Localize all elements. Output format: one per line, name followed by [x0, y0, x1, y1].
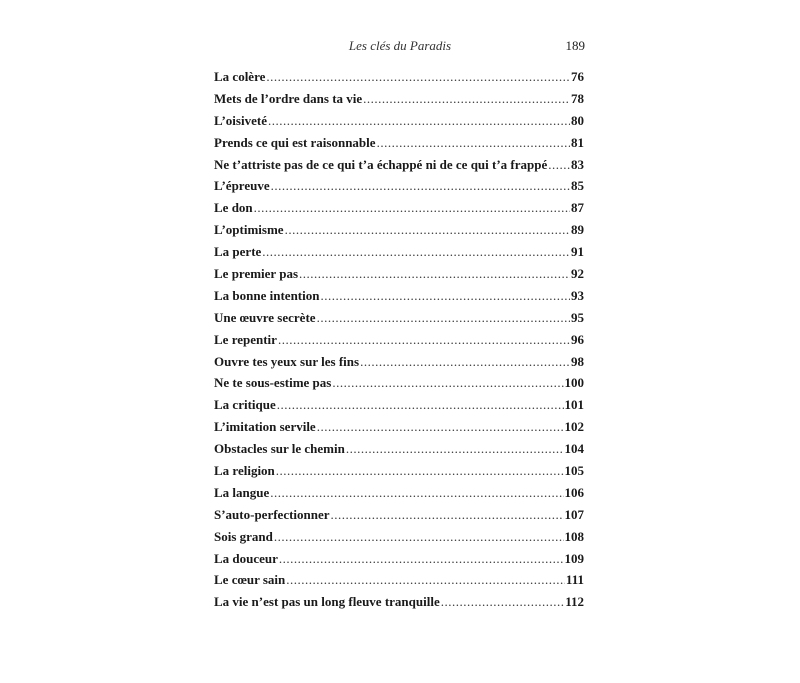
- toc-entry: [214, 132, 584, 154]
- toc-dot-leader: [276, 460, 564, 482]
- toc-entry-title: S’auto-perfectionner: [214, 506, 330, 522]
- toc-entry-title: Ne te sous-estime pas: [214, 375, 332, 391]
- toc-entry: [214, 460, 584, 482]
- toc-entry-title: La critique: [214, 397, 276, 413]
- toc-entry-page: 109: [564, 550, 584, 566]
- page-number: 189: [565, 38, 585, 53]
- toc-entry-title: L’imitation servile: [214, 419, 316, 435]
- toc-entry: [214, 416, 584, 438]
- toc-dot-leader: [332, 372, 563, 394]
- toc-entry-page: 83: [571, 156, 584, 172]
- toc-dot-leader: [317, 307, 570, 329]
- toc-entry-page: 96: [571, 331, 584, 347]
- toc-entry-page: 104: [564, 441, 584, 457]
- toc-dot-leader: [299, 263, 570, 285]
- toc-dot-leader: [360, 351, 570, 373]
- toc-entry: [214, 110, 584, 132]
- toc-entry-title: L’oisiveté: [214, 112, 267, 128]
- toc-entry-title: Le premier pas: [214, 266, 299, 282]
- toc-dot-leader: [274, 526, 564, 548]
- toc-entry: [214, 263, 584, 285]
- toc-entry: [214, 569, 584, 591]
- toc-entry-page: 101: [564, 397, 584, 413]
- toc-dot-leader: [285, 219, 570, 241]
- toc-entry-title: Sois grand: [214, 528, 273, 544]
- toc-entry-page: 102: [564, 419, 584, 435]
- toc-entry-page: 108: [564, 528, 584, 544]
- toc-dot-leader: [262, 241, 570, 263]
- toc-entry-page: 106: [564, 484, 584, 500]
- toc-dot-leader: [317, 416, 564, 438]
- toc-entry-page: 85: [571, 178, 584, 194]
- toc-entry-title: Mets de l’ordre dans ta vie: [214, 90, 363, 106]
- toc-entry: [214, 241, 584, 263]
- toc-entry: [214, 197, 584, 219]
- toc-entry-title: L’optimisme: [214, 222, 284, 238]
- toc-entry: [214, 438, 584, 460]
- toc-entry-title: Une œuvre secrète: [214, 309, 316, 325]
- toc-entry-page: 80: [571, 112, 584, 128]
- toc-entry-page: 105: [564, 463, 584, 479]
- toc-entry-page: 89: [571, 222, 584, 238]
- toc-entry-page: 78: [571, 90, 584, 106]
- toc-dot-leader: [268, 110, 570, 132]
- toc-entry-page: 111: [565, 572, 584, 588]
- toc-entry-title: Le repentir: [214, 331, 277, 347]
- toc-entry-title: La religion: [214, 463, 275, 479]
- toc-dot-leader: [266, 66, 570, 88]
- toc-entry-page: 95: [571, 309, 584, 325]
- toc-entry-title: La douceur: [214, 550, 278, 566]
- toc-entry-title: Le don: [214, 200, 253, 216]
- toc-dot-leader: [254, 197, 570, 219]
- toc-entry-page: 100: [564, 375, 584, 391]
- table-of-contents: [214, 66, 584, 613]
- toc-entry: [214, 504, 584, 526]
- toc-entry-page: 107: [564, 506, 584, 522]
- toc-entry-page: 76: [571, 69, 584, 84]
- toc-entry-page: 91: [571, 244, 584, 260]
- toc-entry: [214, 66, 584, 88]
- toc-dot-leader: [271, 175, 570, 197]
- toc-entry: [214, 394, 584, 416]
- toc-entry-page: 87: [571, 200, 584, 216]
- toc-entry-page: 112: [565, 594, 584, 610]
- toc-entry-title: Obstacles sur le chemin: [214, 441, 345, 457]
- toc-entry-title: La bonne intention: [214, 287, 320, 303]
- toc-entry-title: Ne t’attriste pas de ce qui t’a échappé ni de ce qui t’a frappé: [214, 156, 548, 172]
- toc-entry: [214, 329, 584, 351]
- toc-dot-leader: [377, 132, 570, 154]
- toc-entry: [214, 482, 584, 504]
- toc-dot-leader: [279, 548, 564, 570]
- toc-dot-leader: [346, 438, 564, 460]
- running-title: Les clés du Paradis: [348, 38, 452, 53]
- toc-entry-title: Prends ce qui est raisonnable: [214, 134, 376, 150]
- toc-entry: [214, 372, 584, 394]
- toc-entry: [214, 219, 584, 241]
- toc-entry-title: L’épreuve: [214, 178, 270, 194]
- toc-dot-leader: [278, 329, 570, 351]
- toc-dot-leader: [277, 394, 564, 416]
- toc-entry: [214, 526, 584, 548]
- toc-dot-leader: [286, 569, 565, 591]
- toc-entry-page: 98: [571, 353, 584, 369]
- toc-entry: [214, 88, 584, 110]
- toc-entry-page: 93: [571, 287, 584, 303]
- toc-dot-leader: [331, 504, 564, 526]
- toc-entry: [214, 591, 584, 613]
- toc-entry-title: Ouvre tes yeux sur les fins: [214, 353, 360, 369]
- toc-entry-title: La langue: [214, 484, 270, 500]
- toc-entry: [214, 285, 584, 307]
- toc-entry-title: La perte: [214, 244, 262, 260]
- toc-entry-title: La vie n’est pas un long fleuve tranquille: [214, 594, 440, 610]
- toc-entry-title: La colère: [214, 69, 266, 84]
- toc-entry-page: 92: [571, 266, 584, 282]
- toc-entry-page: 81: [571, 134, 584, 150]
- toc-dot-leader: [363, 88, 570, 110]
- toc-dot-leader: [441, 591, 564, 613]
- toc-entry: [214, 154, 584, 176]
- toc-entry: [214, 175, 584, 197]
- toc-entry: [214, 307, 584, 329]
- toc-entry: [214, 548, 584, 570]
- toc-entry: [214, 351, 584, 373]
- toc-entry-title: Le cœur sain: [214, 572, 286, 588]
- toc-dot-leader: [320, 285, 570, 307]
- toc-dot-leader: [270, 482, 563, 504]
- toc-dot-leader: [548, 154, 570, 176]
